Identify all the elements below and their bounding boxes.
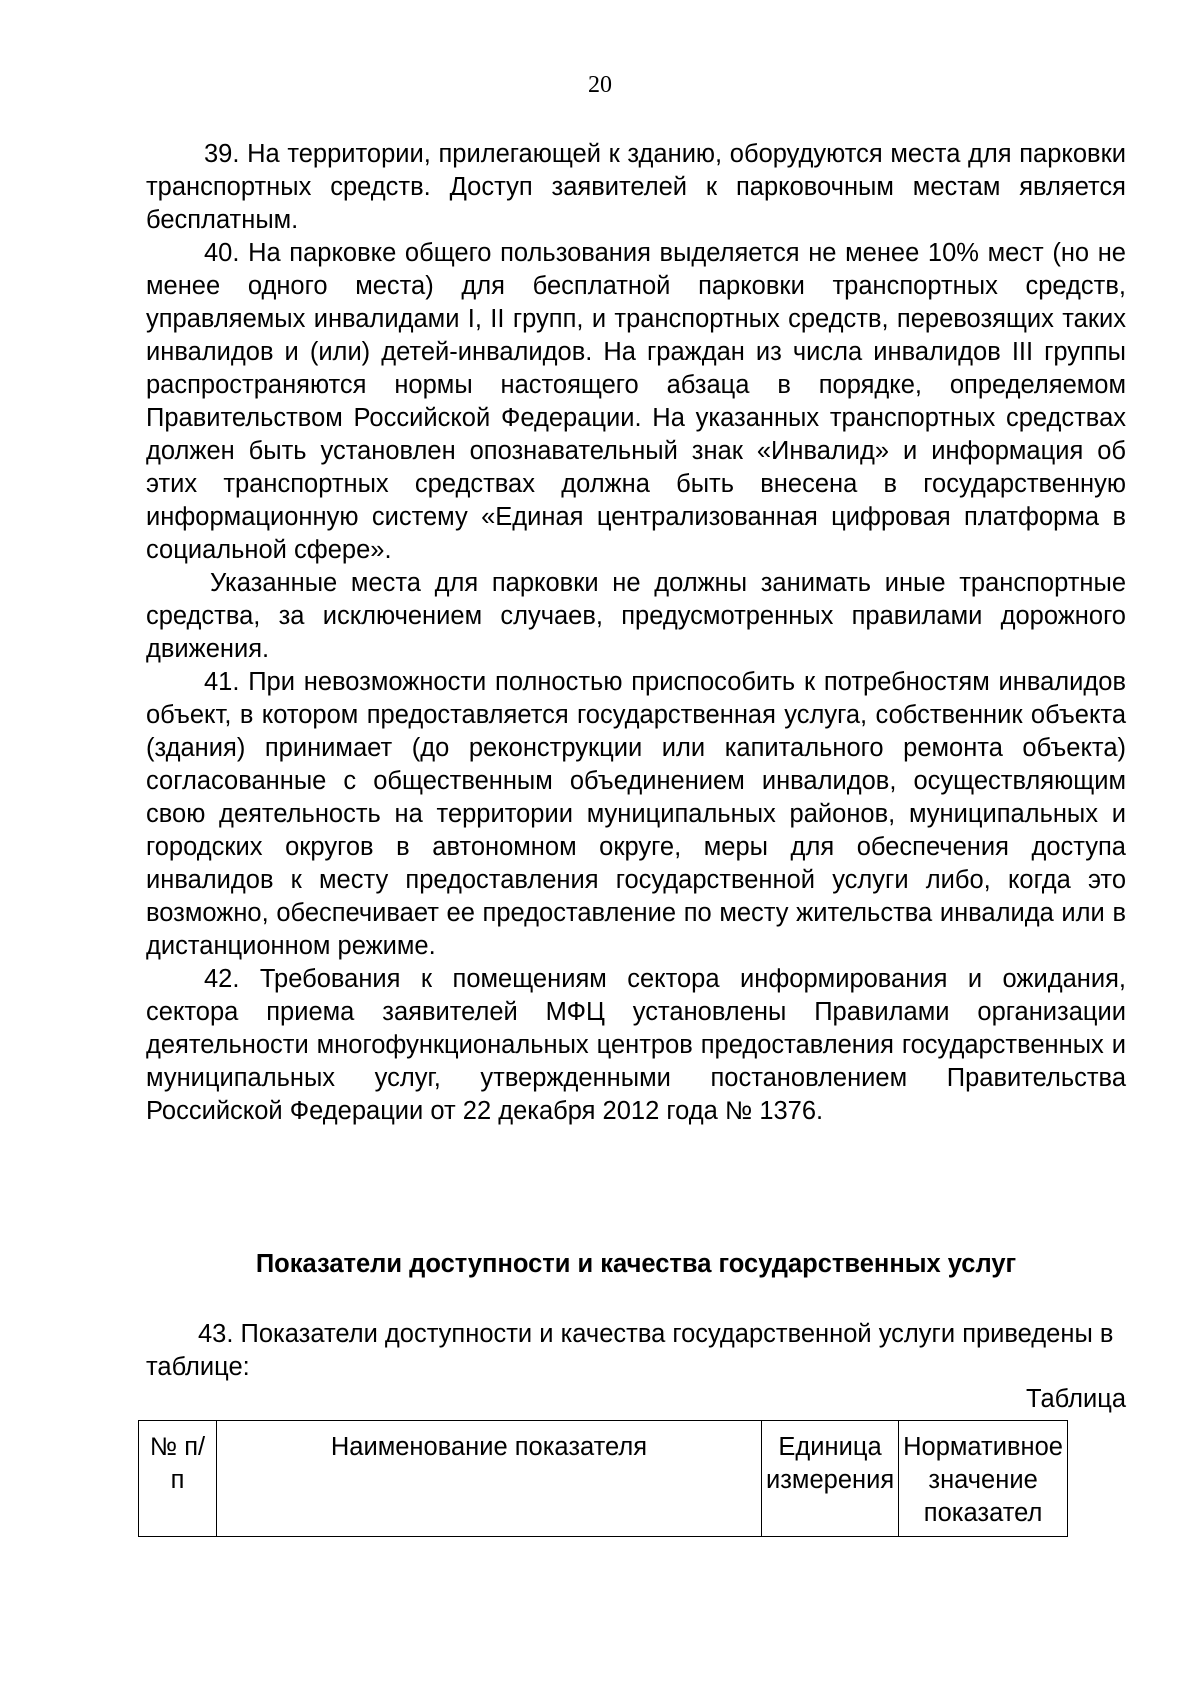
paragraph-43: 43. Показатели доступности и качества государственной услуги приведены в таблице:	[146, 1320, 1114, 1381]
paragraph-40: 40. На парковке общего пользования выделяется не менее 10% мест (но не менее одного места) для бесплатной парковки транспортных средств, управляемых инвалидами I, II групп, и транспортных средств, перевозящих таких инвалидов и (или) детей-инвалидов. На граждан из числа инвалидов III группы распространяются нормы настоящего абзаца в порядке, определяемом Правительством Российской Федерации. На указанных транспортных средствах должен быть установлен опознавательный знак «Инвалид» и информация об этих транспортных средствах должна быть внесена в государственную информационную систему «Единая централизованная цифровая платформа в социальной сфере».	[146, 239, 1126, 564]
table-caption: Таблица	[1026, 1385, 1126, 1413]
page-number: 20	[588, 72, 612, 98]
header-cell-name: Наименование показателя	[216, 1421, 761, 1537]
header-cell-norm: Нормативное значение показател	[899, 1421, 1068, 1537]
paragraph-41: 41. При невозможности полностью приспособить к потребностям инвалидов объект, в котором предоставляется государственная услуга, собственник объекта (здания) принимает (до реконструкции или капитального ремонта объекта) согласованные с общественным объединением инвалидов, осуществляющим свою деятельность на территории муниципальных районов, муниципальных и городских округов в автономном округе, меры для обеспечения доступа инвалидов к месту предоставления государственной услуги либо, когда это возможно, обеспечивает ее предоставление по месту жительства инвалида или в дистанционном режиме.	[146, 668, 1126, 960]
paragraph-39: 39. На территории, прилегающей к зданию, оборудуются места для парковки транспортных средств. Доступ заявителей к парковочным местам является бесплатным.	[146, 140, 1126, 234]
indicators-table	[138, 1420, 1068, 1537]
table-header-row	[139, 1421, 1068, 1537]
paragraph-43-block	[146, 1318, 1126, 1384]
header-cell-unit: Единица измерения	[761, 1421, 898, 1537]
paragraph-42: 42. Требования к помещениям сектора информирования и ожидания, сектора приема заявителей МФЦ установлены Правилами организации деятельности многофункциональных центров предоставления государственных и муниципальных услуг, утвержденными постановлением Правительства Российской Федерации от 22 декабря 2012 года № 1376.	[146, 965, 1126, 1125]
paragraph-40-parking: Указанные места для парковки не должны занимать иные транспортные средства, за исключением случаев, предусмотренных правилами дорожного движения.	[146, 569, 1126, 663]
header-cell-number: № п/п	[139, 1421, 217, 1537]
body-text	[146, 138, 1126, 1128]
section-heading: Показатели доступности и качества государственных услуг	[255, 1250, 1017, 1278]
